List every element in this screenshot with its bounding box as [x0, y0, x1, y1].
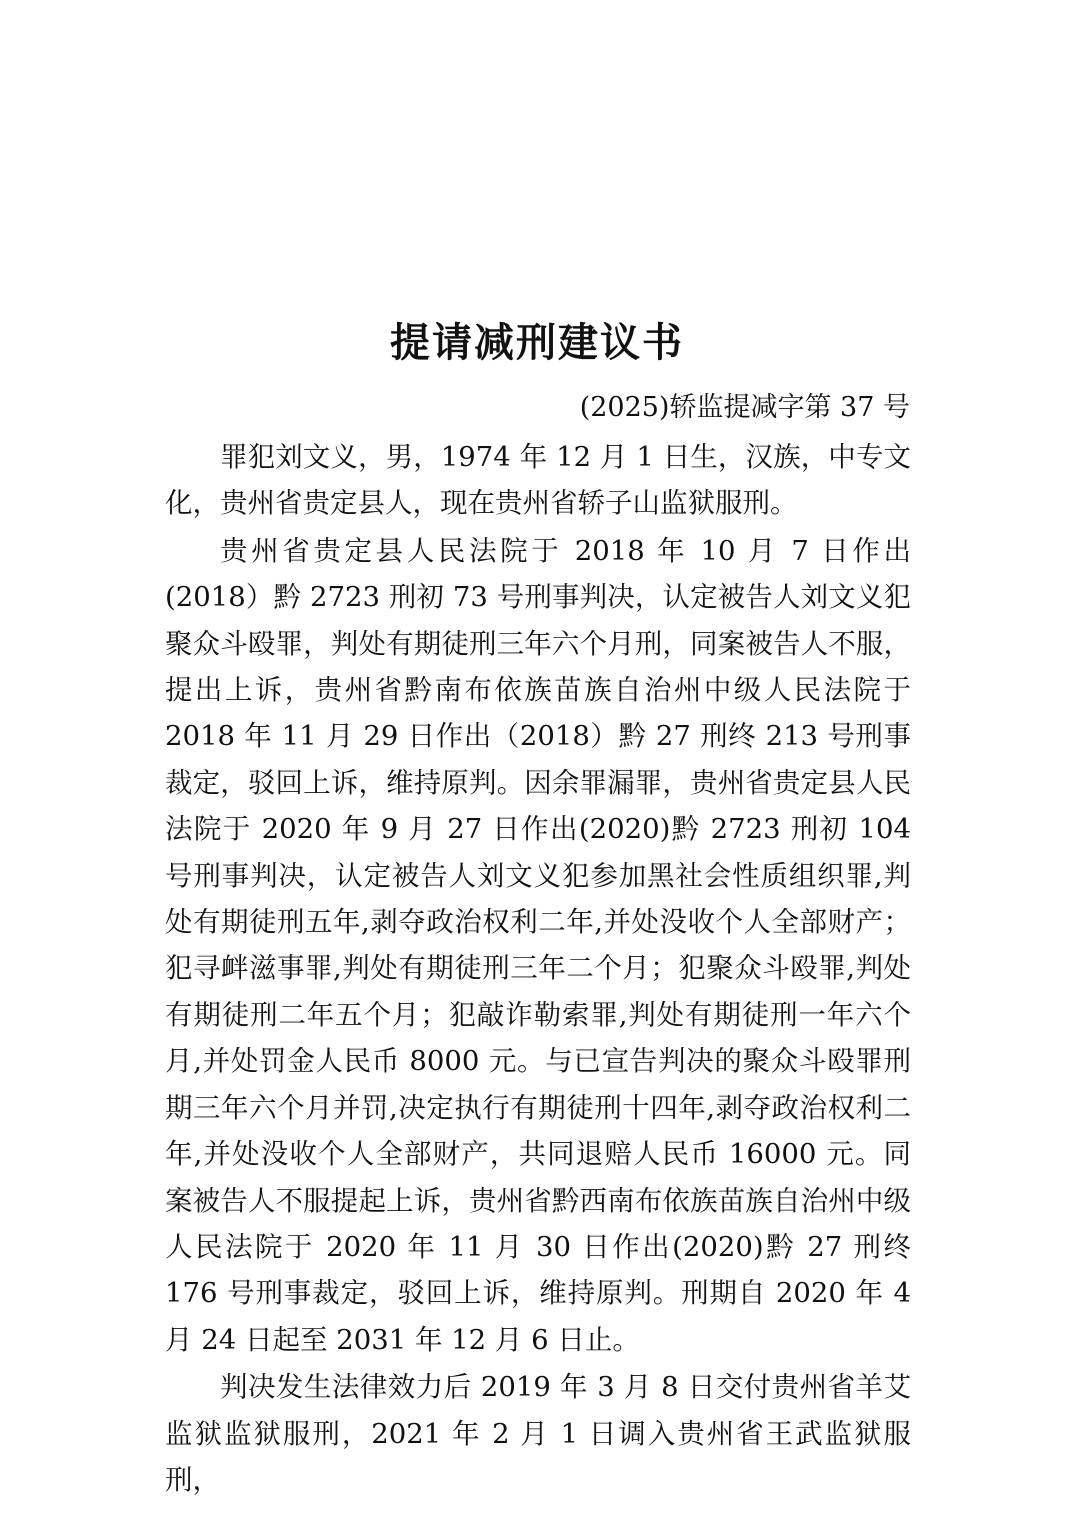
document-title: 提请减刑建议书	[390, 319, 684, 366]
paragraph-judgment-history: 贵州省贵定县人民法院于 2018 年 10 月 7 日作出(2018）黔 2723 刑初 73 号刑事判决，认定被告人刘文义犯聚众斗殴罪，判处有期徒刑三年六个月刑，同案被告人不服，提出上诉，贵州省黔南布依族苗族自治州中级人民法院于 2018 年 11 月 29 日作出（2018）黔 27 刑终 213 号刑事裁定，驳回上诉，维持原判。因余罪漏罪，贵州省贵定县人民法院于 2020 年 9 月 27 日作出(2020)黔 2723 刑初 104 号刑事判决，认定被告人刘文义犯参加黑社会性质组织罪,判处有期徒刑五年,剥夺政治权利二年,并处没收个人全部财产；犯寻衅滋事罪,判处有期徒刑三年二个月；犯聚众斗殴罪,判处有期徒刑二年五个月；犯敲诈勒索罪,判处有期徒刑一年六个月,并处罚金人民币 8000 元。与已宣告判决的聚众斗殴罪刑期三年六个月并罚,决定执行有期徒刑十四年,剥夺政治权利二年,并处没收个人全部财产，共同退赔人民币 16000 元。同案被告人不服提起上诉，贵州省黔西南布依族苗族自治州中级人民法院于 2020 年 11 月 30 日作出(2020)黔 27 刑终 176 号刑事裁定，驳回上诉，维持原判。刑期自 2020 年 4 月 24 日起至 2031 年 12 月 6 日止。	[165, 534, 911, 1356]
paragraph-custody-record: 判决发生法律效力后 2019 年 3 月 8 日交付贵州省羊艾监狱监狱服刑，2021 年 2 月 1 日调入贵州省王武监狱服刑，	[165, 1371, 911, 1496]
document-body	[165, 434, 911, 1503]
document-number: (2025)轿监提减字第 37 号	[579, 392, 910, 423]
paragraph-criminal-info: 罪犯刘文义，男，1974 年 12 月 1 日生，汉族，中专文化，贵州省贵定县人，现在贵州省轿子山监狱服刑。	[165, 441, 911, 520]
